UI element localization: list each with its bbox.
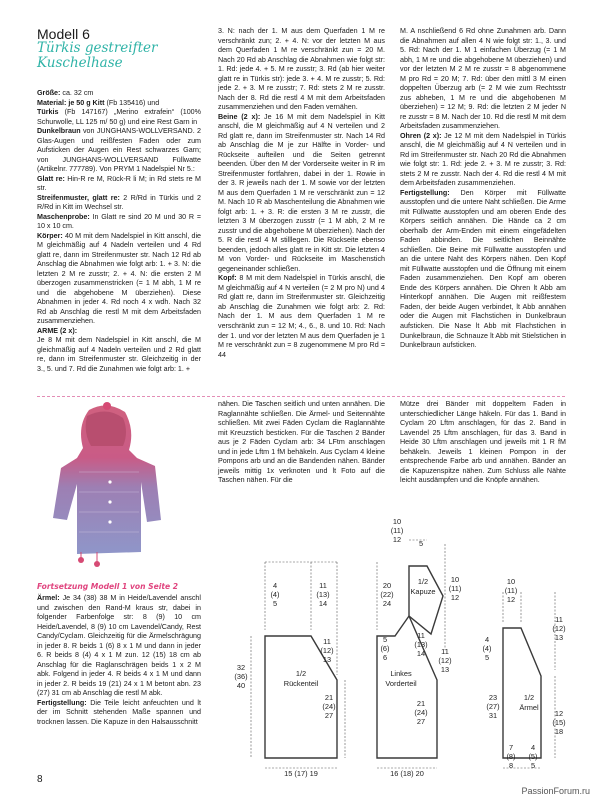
sleeve-label-1: 1/2: [523, 693, 535, 702]
section-divider: [37, 396, 565, 397]
paragraph-heading: Körper:: [37, 231, 65, 240]
paragraph: [37, 175, 201, 194]
continuation-middle-text: nähen. Die Taschen seitlich und unten annähen. Die Raglannähte schließen. Die Ärmel- und Seitennähte schließen. Mit zwei Fäden Cyclam die Raglannähte mit Kreuzstich besticken. Für die Taschen 2 Bänder aus je 2 Fäden Cyclam arb: 34 LFtm anschlagen und in jede Lftm 1 fM behäkeln. Aus Cyclam 4 kleine Pompons arb und an die Bandenden nähen. Bänder jeweils mittig 1x verknoten und lt Foto auf die Taschen nähen. Für die: [218, 400, 385, 485]
paragraph: [37, 194, 201, 213]
paragraph: [37, 232, 201, 327]
paragraph-heading: Ärmel:: [37, 594, 63, 602]
model-title: [37, 41, 177, 71]
title-line-2: Kuschelhase: [37, 54, 123, 71]
paragraph-text: (Fb 135416) und: [106, 98, 160, 107]
page-number: 8: [37, 774, 43, 785]
paragraph: [400, 189, 566, 351]
paragraph-text: 8 M mit dem Nadelspiel in Türkis anschl, die M gleichmäßig auf 4 N verteilen (= 2 M pro N) und 4 Rd glatt re, dann im Streifenmuster str. Gleichzeitig ab Anschlag die Zunahmen wie folgt arb: 2. Rd: Nach der 1. M aus dem Querfaden 1 M re verschränkt zun = 12 M; 4., 6., 8. und 10. Rd: Nach der 1. und vor der letzten M aus dem Querfaden je 1 M re verschränkt zun = 8 zugenommene M pro Rd = 44: [218, 274, 385, 359]
back-bottom-dim: 15 (17) 19: [284, 769, 318, 778]
paragraph-text: Hin-R re M, Rück-R li M; in Rd stets re M str.: [37, 174, 201, 193]
hood-top-b-dim: 5: [418, 539, 424, 548]
pattern-schematic: [205, 510, 570, 780]
paragraph-heading: Dunkelbraun: [37, 127, 83, 136]
paragraph-text: 3. N: nach der 1. M aus dem Querfaden 1 M re verschränkt zun; 2. + 4. N: vor der letzten M aus dem Querfaden 1 M re verschränkt zun = 20 M. Nach 20 Rd ab Anschlag die Abnahmen wie folgt str: 1. Rd: jede 4. + 5. M re zusstr; 3. Rd (ab hier weiter glatt re in Türkis str): jede 3. + 4. M re zusstr; 5. Rd: jede 2. + 3. M re zusstr; 7. Rd: stets 2 M re zusstr. Nach der 8. Rd die restl 4 M mit dem Arbeitsfaden zusammenziehen und den Faden vernähen.: [218, 27, 385, 112]
dim-f-left: 5 (6) 6: [380, 635, 390, 662]
paragraph-text: von JUNGHANS-WOLLVERSAND. 2 Glas-Augen und reißfesten Faden oder zum Aufsticken der Augen ein Rest schwarzes Garn; von JUNGHANS-WOLLVERSAND Füllwatte (Artikelnr. 777789). Von PRYM 1 Nadelspiel Nr 5.:: [37, 127, 201, 174]
dim-b-side: 21 (24) 27: [322, 693, 336, 720]
paragraph-text: 2 R/Rd in Türkis und 2 R/Rd in Kitt im Wechsel str.: [37, 193, 201, 212]
paragraph-text: Je 8 M mit dem Nadelspiel in Kitt anschl, die M gleichmäßig auf 4 Nadeln verteilen und 2 Rd glatt re, dann im Streifenmuster str. Gleichzeitig in der 3., 5. und 7. Rd die Zunahmen wie folgt arb: 1. +: [37, 336, 201, 373]
paragraph: [37, 99, 201, 109]
dim-s-left: 23 (27) 31: [486, 693, 500, 720]
paragraph: [37, 327, 201, 337]
paragraph-heading: Fertigstellung:: [37, 698, 91, 707]
paragraph-text: ca. 32 cm: [62, 89, 94, 97]
paragraph-heading: Ohren (2 x):: [400, 131, 445, 140]
continuation-left-text: [37, 594, 201, 727]
dim-f-top: 20 (22) 24: [380, 581, 394, 608]
dim-f-neck: 11 (13) 14: [414, 631, 428, 658]
paragraph-text: Den Körper mit Füllwatte ausstopfen und die untere Naht schließen. Die Arme mit Füllwatte ausstopfen und am oberen Ende des Körpers seitlich annähen. Die Hände ca 2 cm oberhalb der Arm-Enden mit einem eingefädelten Faden abbinden. Die seitlichen Beinnähte schließen. Die Beine mit Füllwatte ausstopfen und an die untere Naht des Körpers nähen. Den Kopf mit Füllwatte ausstopfen und die Öffnung mit einem Faden zusammenziehen. Den Kopf am oberen Ende des Körpers annähen. Die Ohren lt Abb am Hinterkopf annähen. Die Augen mit reißfestem Faden, der beide Augen verbindet, lt Abb annähen oder die Augen mit Flachstichen in Dunkelbraun aufsticken. Die Nase lt Abb mit Flachstichen in Dunkelbraun, die Schnauze lt Abb mit Stielstichen in Dunkelbraun aufsticken.: [400, 188, 567, 350]
paragraph-text: Je 34 (38) 38 M in Heide/Lavendel anschl und zwischen den Rand-M kraus str, dabei in folgender Farbenfolge str: 8 (9) 10 cm Heide/Lavendel, 8 (9) 10 cm Lavendel/Candy, Rest Candy/Cyclam. Gleichzeitig für die Ärmelschrägung in jeder 8. R beids 1 (6) 8 x 1 M und dann in jeder 6. R beids 8 (4) 4 x 1 M zun. 12 (15) 18 cm ab Anschlag für die Raglanschrägen beids 1 x 2 M abk. Folgend in jeder 4. R beids 4 x 1 M und dann in jeder 2. R beids 19 (21) 24 x 1 M betont abn. 23 (27) 31 cm ab Anschlag die restl M abk.: [37, 594, 201, 698]
paragraph-heading: Streifenmuster, glatt re:: [37, 193, 124, 202]
paragraph: [37, 108, 201, 127]
dim-s-bottom-r: 4 (5) 5: [528, 743, 538, 770]
front-label-2: Vorderteil: [385, 679, 417, 688]
paragraph-heading: Glatt re:: [37, 174, 68, 183]
paragraph-heading: ARME (2 x):: [37, 326, 78, 335]
paragraph: [37, 127, 201, 175]
dim-b-raglan: 11 (12) 13: [320, 637, 334, 664]
paragraph: [218, 27, 385, 113]
back-label-2: Rückenteil: [283, 679, 319, 688]
dim-f-raglan: 11 (12) 13: [438, 647, 452, 674]
paragraph-heading: Beine (2 x):: [218, 112, 265, 121]
paragraph-heading: Material: je 50 g Kitt: [37, 98, 107, 107]
paragraph-heading: Maschenprobe:: [37, 212, 93, 221]
paragraph: [37, 89, 201, 99]
paragraph-heading: Türkis: [37, 108, 65, 117]
paragraph: [37, 594, 201, 699]
continuation-heading: Fortsetzung Modell 1 von Seite 2: [37, 582, 179, 591]
paragraph-text: (Fb 147167) „Merino extrafein“ (100% Schurwolle, LL 125 m/ 50 g) und eine Rest Garn in: [37, 108, 201, 126]
paragraph: [218, 113, 385, 275]
dim-s-right2: 12 (15) 18: [552, 709, 566, 736]
paragraph: [218, 274, 385, 360]
front-bottom-dim: 16 (18) 20: [390, 769, 424, 778]
paragraph-heading: Größe:: [37, 89, 63, 97]
paragraph: [37, 699, 201, 728]
paragraph-heading: Kopf:: [218, 274, 240, 283]
dim-f-side: 21 (24) 27: [414, 699, 428, 726]
model-number: Modell 6: [37, 26, 90, 42]
sleeve-label-2: Ärmel: [519, 703, 539, 712]
dim-h-top: 10 (11) 12: [390, 517, 404, 544]
hood-label-2: Kapuze: [410, 587, 436, 596]
front-label-1: Linkes: [390, 669, 412, 678]
dim-s-right1: 11 (12) 13: [552, 615, 566, 642]
hood-label-1: 1/2: [417, 577, 429, 586]
continuation-right-text: Mütze drei Bänder mit doppeltem Faden in unterschiedlicher Länge häkeln. Für das 1. Band in Cyclam 20 Lftm anschlagen, für das 2. Band in Lavendel 25 Lftm anschlagen, für das 3. Band in Heide 30 Lftm anschlagen und jeweils mit 1 R fM behäkeln. Jeweils 1 kleinen Pompon in der entsprechende Farbe arb und annähen. Bänder an die Kapuzenspitze nähen. Zum Schluss alle Nähte leicht ausdämpfen und die Knöpfe annähen.: [400, 400, 566, 485]
paragraph-text: 40 M mit dem Nadelspiel in Kitt anschl, die M gleichmäßig auf 4 Nadeln verteilen und 4 Rd glatt re, dann im Streifenmuster str. Nach 12 Rd ab Anschlag die Abnahmen wie folgt arb: 1. + 3. N: die letzten 2 M re zusstr; 2. + 4. N: die ersten 2 M überzogen zusammenstricken (= 1 M abh, 1 M re und die abgehobene M überziehen). Diese Abnahmen in jeder 4. Rd noch 4 x wdh. Nach 32 Rd ab Anschlag die restl M mit dem Arbeitsfaden zusammenziehen.: [37, 231, 201, 326]
sleeve-outline: [503, 628, 541, 758]
paragraph-text: Die Teile leicht anfeuchten und lt der im Schnitt stehenden Maße spannen und trocknen lassen. Die Kapuze in den Halsausschnitt: [37, 698, 201, 726]
paragraph-text: Je 16 M mit dem Nadelspiel in Kitt anschl, die M gleichmäßig auf 4 N verteilen und 2 Rd glatt re, dann im Streifenmuster str. Nach 14 Rd ab Anschlag die M je zur Hälfte in Vorder- und Rückseite aufteilen und die Seiten getrennt beenden. Über den M der Vorderseite weiter in R im Streifenmuster fortfahren, dabei in der 1. Rowie in der 3. R jeweils nach der 1. M sowie vor der letzten M aus dem Querfaden 1 M re verschränkt zun = 12 M. Nach 10 R ab Maschenteilung die Abnahmen wie folgt arb: 1. + 3. R: die ersten 3 M re zusstr, die letzten 3 M überzogen zusstr (= 1 M abh, 2 M re zusstr und die abgehobene M überziehen). Nach der 5. R die restl 4 M stilllegen. Die Rückseite ebenso beenden, jedoch alles glatt re in Kitt str. Die letzten 4 M von Vorder- und Rückseite im Maschenstich gegeneinander schließen.: [218, 112, 385, 273]
paragraph-text: Je 12 M mit dem Nadelspiel in Türkis anschl, die M gleichmäßig auf 4 N verteilen und in Rd im Streifenmuster str. Nach 20 Rd die Abnahmen wie folgt str: 1. Rd: jede 2. + 3. M re zusstr; 3. Rd: stets 2 M re zusstr. Nach der 4. Rd die restl 4 M mit dem Arbeitsfaden zusammenziehen.: [400, 131, 566, 188]
paragraph: [400, 27, 566, 132]
back-label-1: 1/2: [295, 669, 307, 678]
instructions-column-3: [400, 27, 566, 351]
paragraph: [400, 132, 566, 189]
paragraph: [37, 213, 201, 232]
title-line-1: Türkis gestreifter: [37, 40, 158, 56]
paragraph: [37, 336, 201, 374]
paragraph-heading: Fertigstellung:: [400, 188, 461, 197]
paragraph-text: M. A nschließend 6 Rd ohne Zunahmen arb. Dann die Abnahmen auf allen 4 N wie folgt str: 1., 3. und 5. Rd: Nach der 1. M 1 einfachen Überzug (= 1 M abh, 1 M re und die abgehobene M überziehen) und vor der letzten M 2 M re zusstr = 8 abgenommene M pro Rd = 20 M; 7. Rd: über den mittl 3 M einen doppelten Überzug arb (= 2 M wie zum Rechtsstr zus abheben, 1 M re und die abgehobenen M überziehen) = 12 M; 9. Rd: die letzten 2 M jeder N re zusstr = 8 M. Nach der 10. Rd die restl M mit dem Arbeitsfaden zusammenziehen.: [400, 27, 566, 131]
paragraph-text: In Glatt re sind 20 M und 30 R = 10 x 10 cm.: [37, 212, 201, 231]
watermark: PassionForum.ru: [521, 786, 590, 796]
instructions-column-1: [37, 89, 201, 374]
dim-b-top-left: 4 (4) 5: [270, 581, 280, 608]
dim-h-right: 10 (11) 12: [448, 575, 462, 602]
dim-h-side: 10 (11) 12: [504, 577, 518, 604]
dim-b-top-mid: 11 (13) 14: [316, 581, 330, 608]
dim-s-top-num: 4 (4) 5: [482, 635, 492, 662]
instructions-column-2: [218, 27, 385, 360]
jacket-photo: [37, 402, 167, 572]
dim-s-bottom-l: 7 (8) 8: [506, 743, 516, 770]
dim-b-left: 32 (36) 40: [234, 663, 248, 690]
